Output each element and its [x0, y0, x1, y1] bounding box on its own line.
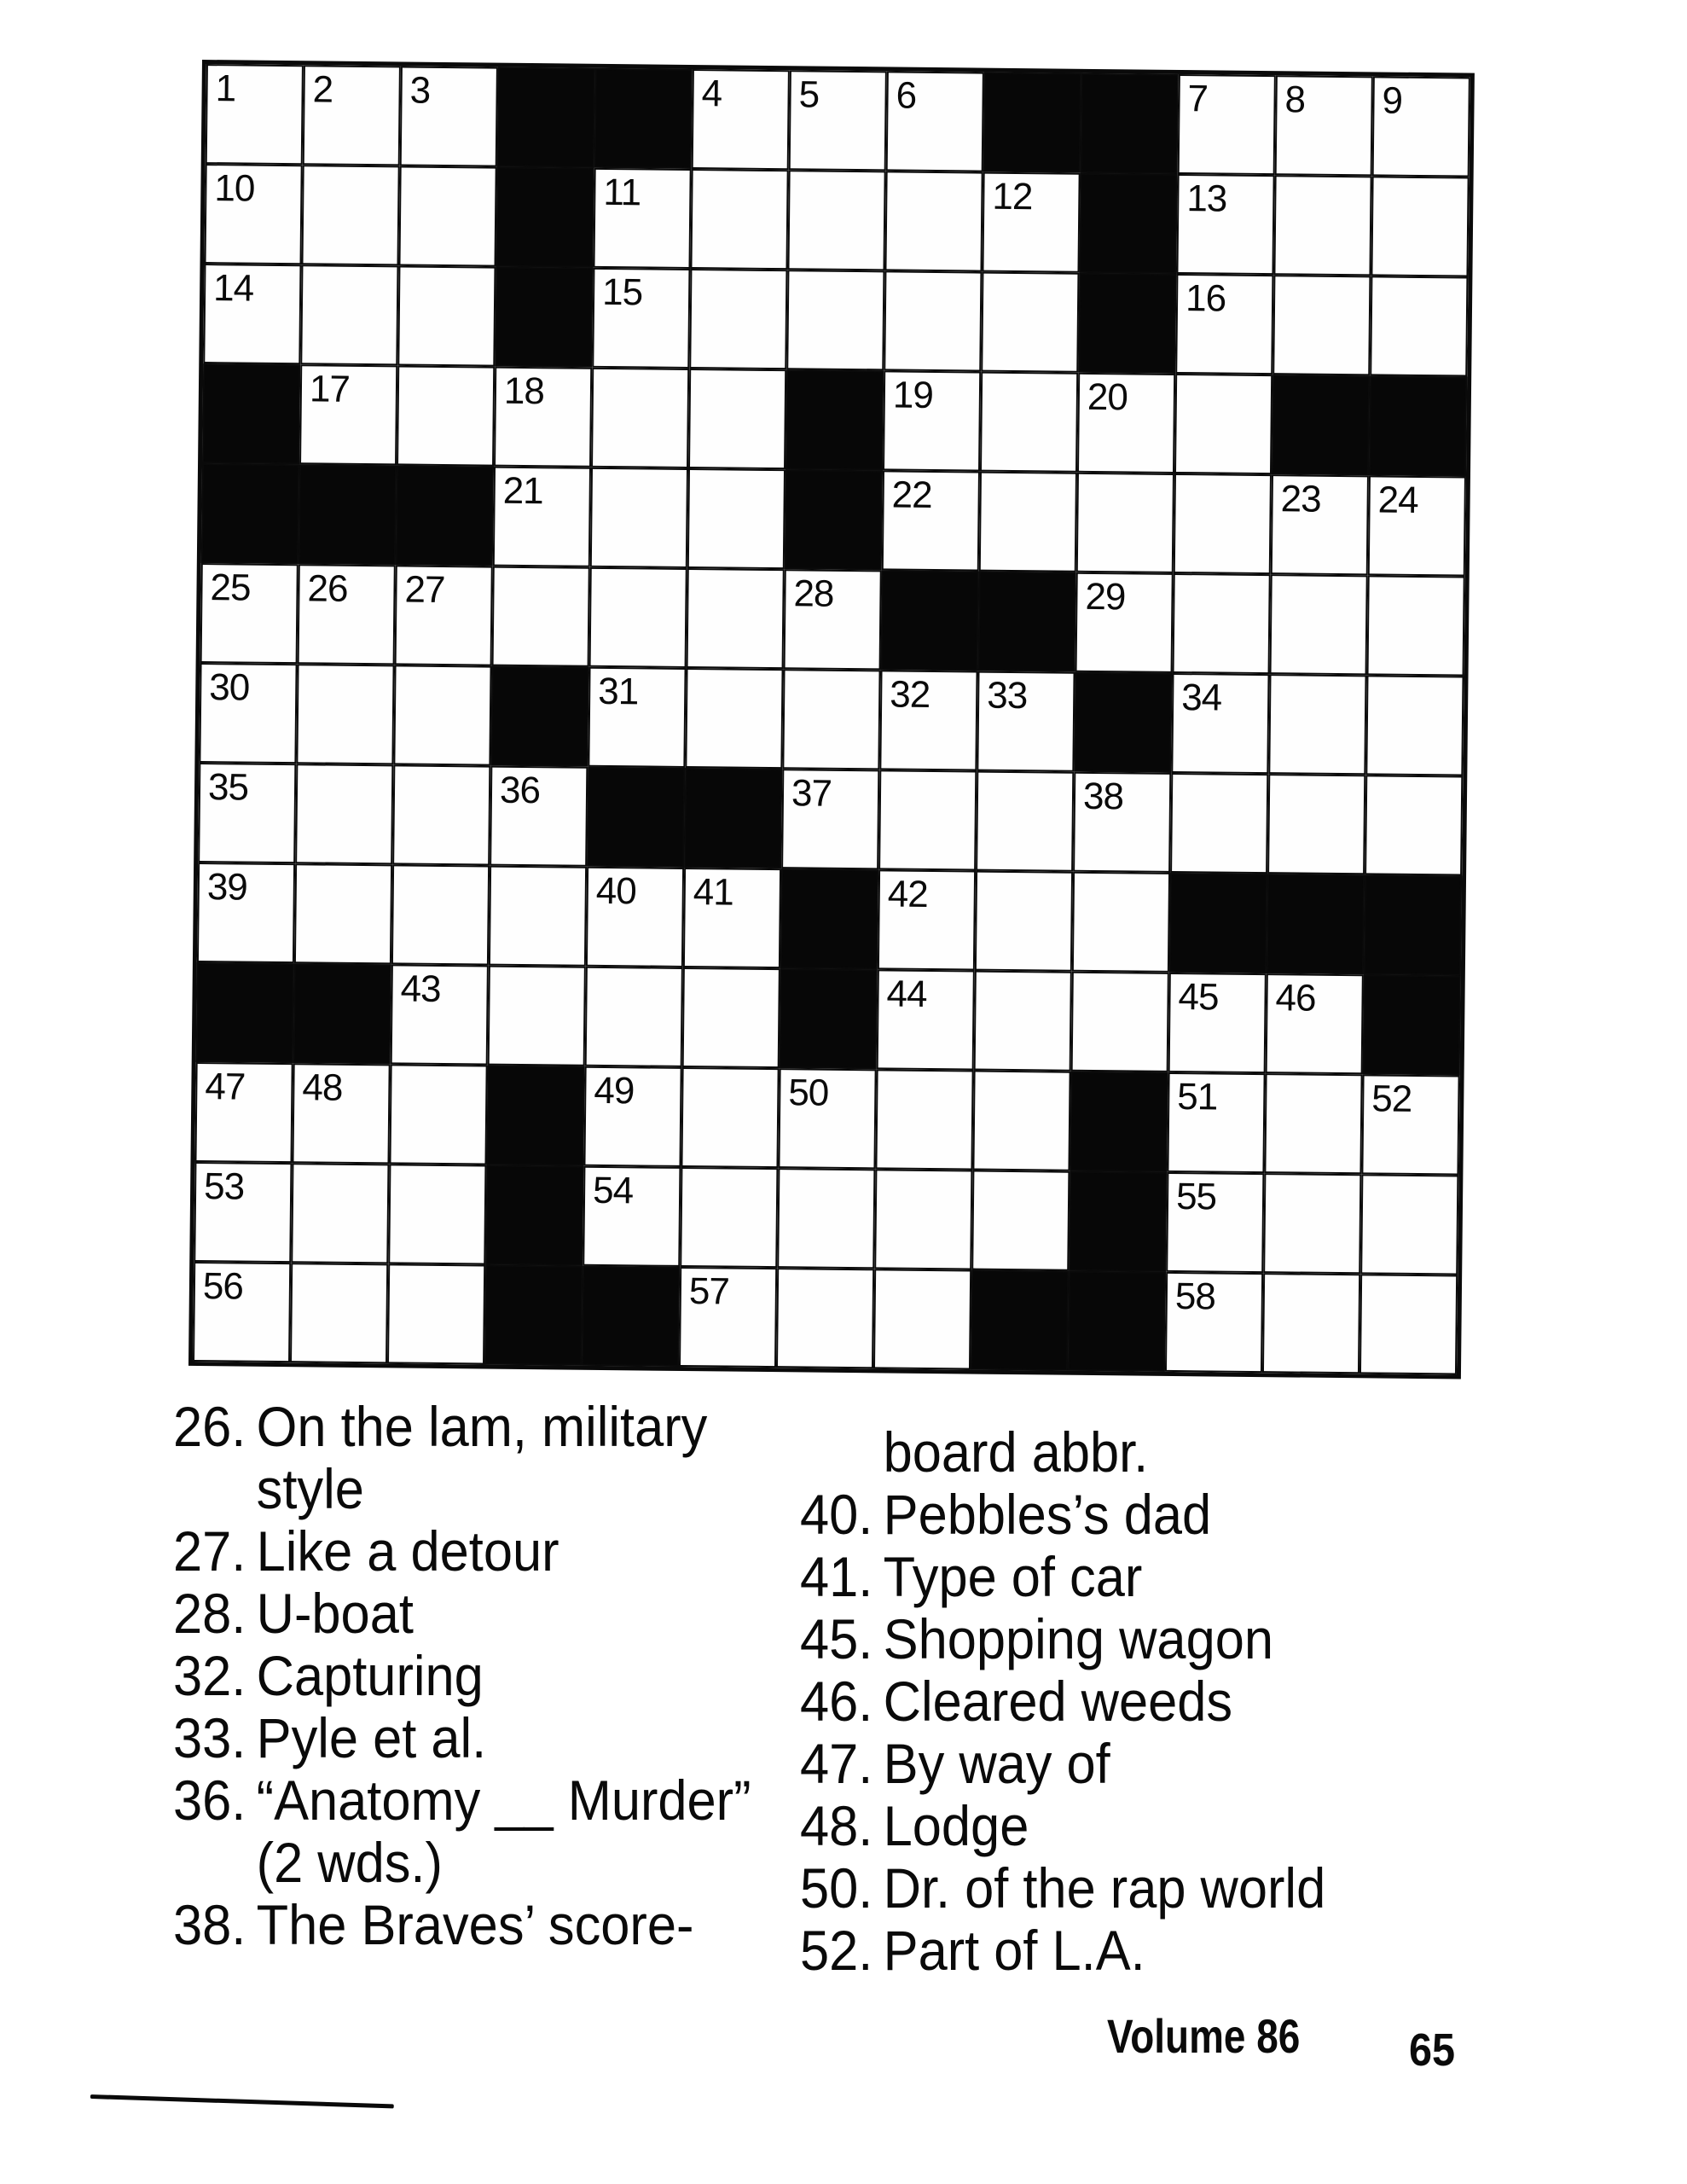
cell-number: 10	[214, 167, 255, 210]
black-cell	[485, 1165, 583, 1266]
clue-line	[800, 1421, 1325, 1484]
crossword-grid	[188, 60, 1475, 1380]
black-cell	[293, 963, 391, 1064]
grid-cell[interactable]	[291, 1163, 389, 1263]
cell-number: 2	[312, 68, 333, 111]
grid-cell[interactable]	[1264, 1073, 1362, 1174]
grid-cell[interactable]	[199, 663, 297, 764]
clue-number: 50.	[800, 1856, 873, 1920]
clue-number: 36.	[173, 1769, 246, 1832]
page-number: 65	[1409, 2024, 1456, 2076]
black-cell	[1169, 873, 1267, 973]
grid-cell[interactable]	[882, 470, 980, 571]
clue-text: style	[256, 1457, 364, 1520]
grid-cell[interactable]	[1176, 174, 1274, 275]
grid-cell[interactable]	[1171, 673, 1269, 774]
clue-number: 33.	[173, 1706, 246, 1769]
cell-number: 15	[601, 270, 643, 314]
cell-number: 30	[209, 666, 250, 709]
cell-number: 8	[1284, 78, 1306, 121]
clue-line	[173, 1583, 751, 1645]
clue-line	[800, 1484, 1325, 1546]
grid-cell[interactable]	[200, 563, 299, 664]
black-cell	[780, 868, 878, 969]
clue-line	[800, 1795, 1325, 1857]
grid-cell[interactable]	[593, 168, 691, 269]
grid-cell[interactable]	[387, 1263, 485, 1364]
black-cell	[983, 73, 1081, 173]
black-cell	[1078, 273, 1176, 374]
grid-cell[interactable]	[1271, 474, 1369, 575]
grid-cell[interactable]	[1262, 1273, 1360, 1374]
cell-number: 51	[1177, 1076, 1218, 1118]
clue-column-left	[173, 1396, 751, 1956]
page-bottom-rule	[90, 2094, 394, 2108]
clue-text: Cleared weeds	[883, 1670, 1233, 1733]
clue-text: (2 wds.)	[256, 1831, 443, 1894]
clue-text: By way of	[883, 1732, 1110, 1795]
black-cell	[490, 666, 588, 767]
black-cell	[196, 962, 294, 1063]
grid-cell[interactable]	[193, 1262, 291, 1362]
cell-number: 49	[594, 1069, 635, 1112]
grid-cell[interactable]	[586, 867, 684, 967]
cell-number: 17	[309, 368, 351, 410]
clue-number: 26.	[173, 1395, 246, 1458]
black-cell	[1369, 375, 1467, 476]
grid-cell[interactable]	[389, 1064, 487, 1165]
grid-cell[interactable]	[886, 71, 984, 171]
grid-cell[interactable]	[292, 1063, 390, 1164]
black-cell	[1267, 874, 1365, 974]
grid-cell[interactable]	[683, 868, 781, 968]
cell-number: 45	[1178, 976, 1219, 1019]
grid-cell[interactable]	[784, 569, 882, 670]
cell-number: 19	[892, 374, 934, 416]
grid-cell[interactable]	[588, 667, 686, 768]
grid-cell[interactable]	[388, 1164, 486, 1264]
grid-cell[interactable]	[1360, 1174, 1458, 1275]
grid-cell[interactable]	[1273, 175, 1371, 276]
cell-number: 6	[896, 74, 917, 117]
grid-cell[interactable]	[1370, 276, 1468, 376]
cell-number: 24	[1377, 479, 1418, 521]
cell-number: 26	[307, 567, 348, 610]
black-cell	[396, 465, 494, 566]
clue-number: 40.	[800, 1483, 873, 1546]
grid-cell[interactable]	[1071, 972, 1169, 1072]
grid-cell[interactable]	[1075, 572, 1174, 673]
cell-number: 56	[202, 1265, 244, 1308]
grid-cell[interactable]	[977, 671, 1075, 772]
cell-number: 36	[499, 769, 541, 812]
volume-label: Volume 86	[1107, 2009, 1301, 2063]
black-cell	[201, 463, 299, 564]
clue-number: 32.	[173, 1644, 246, 1707]
grid-cell[interactable]	[1168, 973, 1267, 1073]
clue-line	[173, 1832, 751, 1894]
cell-number: 58	[1174, 1275, 1216, 1318]
black-cell	[484, 1265, 583, 1366]
cell-number: 48	[302, 1066, 343, 1109]
cell-number: 33	[986, 674, 1028, 717]
grid-cell[interactable]	[878, 770, 977, 870]
grid-cell[interactable]	[494, 367, 592, 468]
black-cell	[1272, 375, 1370, 475]
cell-number: 9	[1382, 79, 1403, 122]
grid-cell[interactable]	[1267, 774, 1365, 874]
grid-cell[interactable]	[1165, 1272, 1263, 1373]
grid-cell[interactable]	[301, 165, 399, 265]
grid-cell[interactable]	[583, 1166, 681, 1267]
grid-cell[interactable]	[884, 171, 983, 271]
clue-line	[173, 1769, 751, 1832]
cell-number: 53	[203, 1165, 245, 1208]
grid-cell[interactable]	[1268, 674, 1366, 775]
cell-number: 1	[215, 67, 236, 110]
grid-cell[interactable]	[198, 763, 296, 863]
cell-number: 7	[1187, 78, 1209, 120]
cell-number: 39	[206, 866, 248, 909]
cell-number: 40	[595, 869, 637, 913]
black-cell	[780, 968, 878, 1069]
grid-cell[interactable]	[1173, 573, 1271, 674]
cell-number: 35	[207, 766, 249, 809]
cell-number: 42	[887, 873, 929, 915]
grid-cell[interactable]	[492, 566, 590, 667]
grid-cell[interactable]	[204, 164, 302, 264]
black-cell	[497, 67, 595, 168]
black-cell	[684, 768, 782, 868]
grid-cell[interactable]	[393, 665, 491, 765]
grid-cell[interactable]	[971, 1170, 1070, 1271]
clue-text: Dr. of the rap world	[883, 1856, 1326, 1920]
grid-cell[interactable]	[1365, 775, 1463, 875]
grid-cell[interactable]	[1359, 1274, 1458, 1374]
black-cell	[594, 68, 693, 169]
clue-line	[173, 1520, 751, 1583]
grid-cell[interactable]	[1175, 274, 1273, 375]
grid-cell[interactable]	[781, 769, 879, 869]
cell-number: 34	[1180, 677, 1222, 719]
grid-cell[interactable]	[1170, 773, 1268, 874]
grid-cell[interactable]	[980, 372, 1078, 473]
grid-cell[interactable]	[681, 1067, 779, 1168]
cell-number: 52	[1371, 1077, 1412, 1120]
clue-column-right	[800, 1421, 1325, 1982]
clue-line	[800, 1670, 1325, 1733]
cell-number: 28	[793, 572, 834, 615]
grid-cell[interactable]	[290, 1263, 388, 1363]
black-cell	[978, 572, 1076, 672]
clue-number: 48.	[800, 1794, 873, 1857]
clue-text: The Braves’ score-	[256, 1893, 694, 1956]
cell-number: 22	[891, 473, 932, 516]
black-cell	[1068, 1271, 1166, 1372]
cell-number: 38	[1082, 775, 1124, 818]
grid-cell[interactable]	[782, 669, 880, 770]
grid-cell[interactable]	[1072, 872, 1170, 973]
cell-number: 31	[598, 670, 639, 713]
cell-number: 11	[603, 171, 641, 214]
grid-cell[interactable]	[685, 668, 783, 769]
clue-line	[800, 1920, 1325, 1982]
clue-text: Pebbles’s dad	[883, 1483, 1212, 1546]
cell-number: 13	[1186, 177, 1227, 220]
grid-cell[interactable]	[875, 1069, 973, 1170]
grid-cell[interactable]	[490, 766, 588, 867]
clue-number: 27.	[173, 1519, 246, 1583]
grid-cell[interactable]	[1266, 973, 1364, 1074]
clue-text: Like a detour	[256, 1519, 559, 1583]
grid-cell[interactable]	[688, 369, 786, 469]
clue-number: 47.	[800, 1732, 873, 1795]
grid-cell[interactable]	[1077, 373, 1175, 473]
grid-cell[interactable]	[296, 664, 394, 764]
clue-text: Type of car	[883, 1545, 1143, 1608]
cell-number: 27	[404, 568, 445, 612]
grid-cell[interactable]	[1371, 176, 1469, 276]
black-cell	[1364, 874, 1462, 975]
black-cell	[1363, 974, 1461, 1075]
grid-cell[interactable]	[489, 866, 587, 967]
black-cell	[486, 1066, 584, 1166]
grid-cell[interactable]	[194, 1162, 292, 1263]
grid-cell[interactable]	[687, 568, 785, 669]
grid-cell[interactable]	[300, 264, 398, 365]
cell-number: 23	[1280, 478, 1321, 520]
grid-cell[interactable]	[206, 64, 304, 165]
grid-cell[interactable]	[1174, 374, 1272, 474]
clue-text: board abbr.	[883, 1420, 1149, 1484]
cell-number: 20	[1087, 375, 1128, 419]
cell-number: 25	[210, 566, 251, 609]
grid-cell[interactable]	[303, 65, 401, 166]
grid-cell[interactable]	[687, 468, 786, 569]
clue-number: 28.	[173, 1582, 246, 1645]
black-cell	[971, 1270, 1069, 1371]
clue-line	[800, 1857, 1325, 1920]
clue-line	[173, 1645, 751, 1707]
grid-cell[interactable]	[1270, 574, 1368, 675]
cell-number: 32	[889, 673, 930, 716]
grid-cell[interactable]	[874, 1169, 972, 1269]
grid-cell[interactable]	[391, 864, 490, 965]
cell-number: 47	[205, 1066, 246, 1108]
grid-cell[interactable]	[877, 969, 975, 1070]
grid-cell[interactable]	[975, 871, 1073, 972]
black-cell	[582, 1266, 680, 1367]
cell-number: 14	[212, 267, 254, 310]
grid-cell[interactable]	[884, 270, 982, 371]
clue-text: U-boat	[256, 1582, 414, 1645]
cell-number: 16	[1185, 277, 1226, 320]
grid-cell[interactable]	[493, 467, 591, 567]
cell-number: 37	[791, 772, 832, 815]
grid-cell[interactable]	[1167, 1072, 1265, 1173]
grid-cell[interactable]	[590, 468, 688, 568]
black-cell	[496, 167, 594, 268]
grid-cell[interactable]	[682, 967, 780, 1068]
cell-number: 57	[688, 1270, 730, 1313]
black-cell	[1069, 1171, 1167, 1272]
grid-cell[interactable]	[1166, 1172, 1264, 1273]
grid-cell[interactable]	[789, 70, 887, 171]
grid-cell[interactable]	[488, 966, 586, 1066]
cell-number: 5	[798, 73, 820, 116]
grid-cell[interactable]	[976, 771, 1074, 872]
grid-cell[interactable]	[294, 863, 392, 964]
clue-line	[173, 1894, 751, 1956]
clue-line	[800, 1733, 1325, 1795]
grid-cell[interactable]	[398, 166, 496, 266]
cell-number: 46	[1275, 977, 1316, 1019]
grid-cell[interactable]	[1372, 76, 1470, 177]
grid-cell[interactable]	[1272, 275, 1371, 375]
clue-text: Lodge	[883, 1794, 1029, 1857]
clue-text: Pyle et al.	[256, 1706, 487, 1769]
grid-cell[interactable]	[778, 1068, 876, 1169]
black-cell	[1074, 672, 1172, 773]
grid-cell[interactable]	[679, 1267, 777, 1368]
cell-number: 3	[409, 69, 431, 112]
clue-number: 45.	[800, 1607, 873, 1670]
cell-number: 12	[992, 175, 1033, 218]
clue-text: Shopping wagon	[883, 1607, 1273, 1670]
clue-number: 38.	[173, 1893, 246, 1956]
grid-cell[interactable]	[776, 1268, 874, 1368]
grid-cell[interactable]	[397, 265, 496, 366]
clue-text: Part of L.A.	[883, 1919, 1145, 1982]
grid-cell[interactable]	[400, 66, 498, 166]
grid-cell[interactable]	[878, 869, 976, 970]
grid-cell[interactable]	[1076, 473, 1174, 573]
grid-cell[interactable]	[299, 364, 397, 465]
grid-cell[interactable]	[1275, 75, 1373, 176]
grid-cell[interactable]	[391, 964, 489, 1065]
clue-line	[173, 1396, 751, 1458]
black-cell	[786, 369, 884, 470]
grid-cell[interactable]	[979, 472, 1077, 572]
clue-number: 41.	[800, 1545, 873, 1608]
grid-cell[interactable]	[591, 368, 689, 468]
grid-cell[interactable]	[295, 764, 393, 864]
grid-cell[interactable]	[982, 172, 1080, 273]
grid-cell[interactable]	[1263, 1173, 1361, 1274]
grid-cell[interactable]	[883, 370, 981, 471]
cell-number: 21	[502, 469, 543, 513]
cell-number: 54	[592, 1169, 634, 1212]
grid-cell[interactable]	[1361, 1074, 1459, 1175]
grid-cell[interactable]	[879, 670, 977, 770]
grid-cell[interactable]	[197, 863, 295, 963]
grid-cell[interactable]	[397, 365, 495, 466]
grid-cell[interactable]	[589, 567, 687, 668]
grid-cell[interactable]	[972, 1071, 1070, 1171]
clue-line	[173, 1458, 751, 1520]
clue-text: “Anatomy __ Murder”	[256, 1769, 751, 1832]
grid-cell[interactable]	[689, 269, 787, 369]
grid-cell[interactable]	[1174, 473, 1272, 574]
grid-cell[interactable]	[583, 1066, 681, 1167]
grid-cell[interactable]	[585, 967, 683, 1067]
black-cell	[785, 469, 883, 570]
grid-cell[interactable]	[690, 169, 788, 270]
grid-cell[interactable]	[203, 264, 301, 364]
black-cell	[881, 570, 979, 671]
black-cell	[202, 363, 300, 464]
grid-cell[interactable]	[592, 268, 690, 369]
grid-cell[interactable]	[786, 270, 884, 370]
grid-cell[interactable]	[787, 170, 885, 270]
clue-text: Capturing	[256, 1644, 484, 1707]
clue-number: 46.	[800, 1670, 873, 1733]
grid-cell[interactable]	[680, 1167, 778, 1268]
clue-line	[800, 1608, 1325, 1670]
black-cell	[1070, 1072, 1168, 1172]
grid-cell[interactable]	[392, 764, 490, 865]
grid-cell[interactable]	[692, 69, 790, 170]
grid-cell[interactable]	[1368, 475, 1466, 576]
grid-cell[interactable]	[873, 1269, 971, 1369]
cell-number: 55	[1175, 1176, 1217, 1218]
cell-number: 44	[886, 973, 927, 1015]
cell-number: 43	[400, 967, 441, 1010]
grid-cell[interactable]	[298, 564, 396, 665]
cell-number: 29	[1085, 575, 1126, 619]
grid-cell[interactable]	[981, 272, 1079, 373]
clue-number: 52.	[800, 1919, 873, 1982]
black-cell	[1081, 73, 1179, 174]
clue-line	[800, 1546, 1325, 1608]
black-cell	[495, 267, 593, 368]
cell-number: 41	[693, 871, 734, 914]
grid-cell[interactable]	[1365, 675, 1464, 775]
grid-cell[interactable]	[1367, 575, 1465, 676]
black-cell	[299, 464, 397, 565]
cell-number: 18	[503, 369, 545, 413]
cell-number: 4	[701, 73, 722, 115]
grid-cell[interactable]	[1073, 772, 1171, 873]
clue-text: On the lam, military	[256, 1395, 708, 1458]
grid-cell[interactable]	[1178, 74, 1276, 175]
cell-number: 50	[788, 1072, 829, 1114]
black-cell	[587, 767, 685, 868]
grid-cell[interactable]	[395, 565, 493, 665]
grid-cell[interactable]	[777, 1168, 875, 1269]
grid-cell[interactable]	[194, 1062, 293, 1163]
grid-cell[interactable]	[974, 971, 1072, 1072]
clue-line	[173, 1707, 751, 1769]
black-cell	[1079, 173, 1177, 274]
